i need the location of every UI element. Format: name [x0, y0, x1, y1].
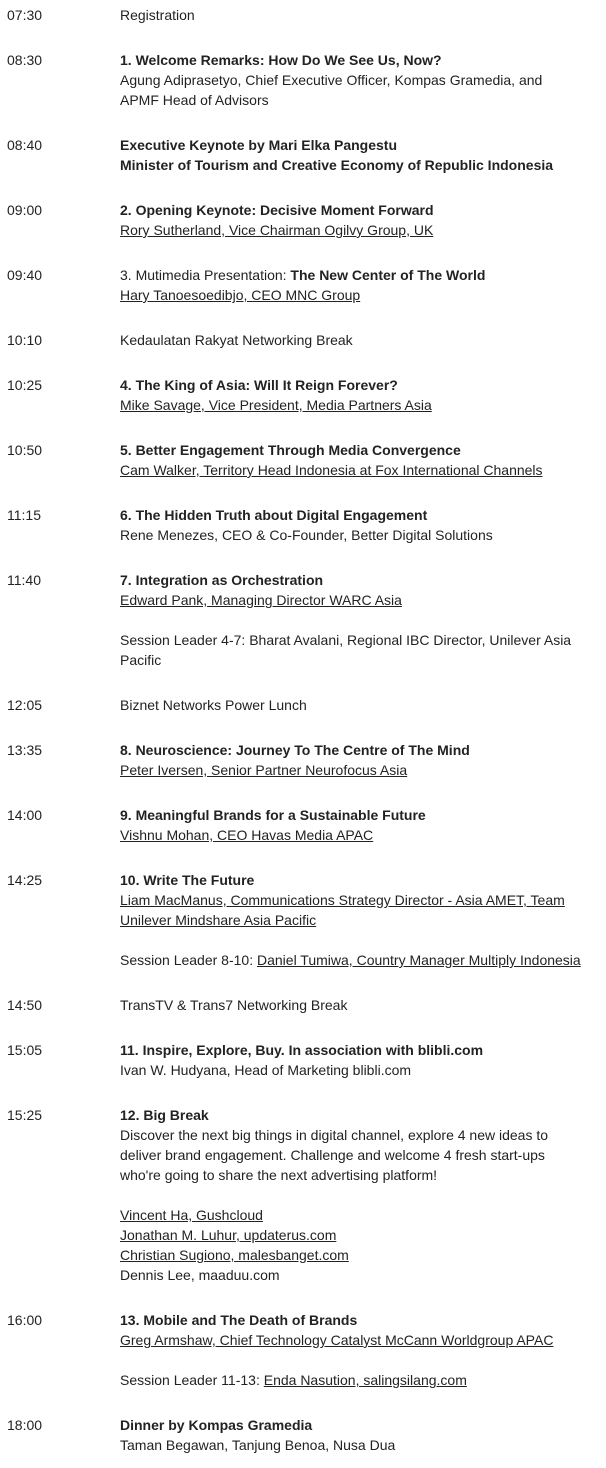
schedule-row — [0, 375, 606, 415]
speaker-link[interactable]: Edward Pank, Managing Director WARC Asia — [120, 592, 402, 608]
session-details — [120, 1415, 606, 1455]
row-spacer — [0, 240, 606, 265]
schedule-row — [0, 505, 606, 545]
row-spacer — [0, 305, 606, 330]
session-text: Pacific — [120, 652, 162, 668]
schedule-row — [0, 805, 606, 845]
session-text: Session Leader 4-7: Bharat Avalani, Regional IBC Director, Unilever Asia — [120, 632, 572, 648]
session-text: APMF Head of Advisors — [120, 92, 269, 108]
session-title: 8. Neuroscience: Journey To The Centre of The Mind — [120, 742, 470, 758]
session-title: 12. Big Break — [120, 1107, 209, 1123]
schedule-row — [0, 5, 606, 25]
session-text: 3. Mutimedia Presentation: — [120, 267, 291, 283]
session-line — [120, 265, 604, 285]
session-details — [120, 995, 606, 1015]
session-details — [120, 695, 606, 715]
time-cell: 11:15 — [7, 507, 41, 523]
session-details — [120, 505, 606, 545]
session-title: 9. Meaningful Brands for a Sustainable Future — [120, 807, 426, 823]
row-spacer — [0, 845, 606, 870]
time-cell: 08:30 — [7, 52, 43, 68]
session-details — [120, 200, 606, 240]
speaker-link[interactable]: Christian Sugiono, malesbanget.com — [120, 1247, 349, 1263]
row-spacer — [0, 480, 606, 505]
session-details — [120, 570, 606, 670]
session-details — [120, 135, 606, 175]
session-details — [120, 5, 606, 25]
speaker-link[interactable]: Greg Armshaw, Chief Technology Catalyst McCann Worldgroup APAC — [120, 1332, 554, 1348]
schedule-row — [0, 330, 606, 350]
spacer — [120, 930, 604, 950]
session-details — [120, 1040, 606, 1080]
session-text: Session Leader 8-10: — [120, 952, 257, 968]
session-text: Session Leader 11-13: — [120, 1372, 264, 1388]
session-text: Discover the next big things in digital channel, explore 4 new ideas to — [120, 1127, 549, 1143]
schedule-row — [0, 1310, 606, 1390]
spacer — [120, 1185, 604, 1205]
schedule-row — [0, 1415, 606, 1455]
speaker-link[interactable]: Vincent Ha, Gushcloud — [120, 1207, 263, 1223]
session-title: 13. Mobile and The Death of Brands — [120, 1312, 358, 1328]
row-spacer — [0, 350, 606, 375]
row-spacer — [0, 415, 606, 440]
speaker-link[interactable]: Rory Sutherland, Vice Chairman Ogilvy Group, UK — [120, 222, 434, 238]
session-details — [120, 1105, 606, 1285]
schedule-row — [0, 440, 606, 480]
schedule-row — [0, 135, 606, 175]
session-title: 10. Write The Future — [120, 872, 255, 888]
time-cell: 16:00 — [7, 1312, 43, 1328]
session-text: Ivan W. Hudyana, Head of Marketing blibli.com — [120, 1062, 412, 1078]
speaker-link[interactable]: Daniel Tumiwa, Country Manager Multiply Indonesia — [256, 952, 581, 968]
session-text: TransTV & Trans7 Networking Break — [120, 997, 348, 1013]
schedule-row — [0, 740, 606, 780]
row-spacer — [0, 1015, 606, 1040]
session-details — [120, 330, 606, 350]
row-spacer — [0, 25, 606, 50]
row-spacer — [0, 1285, 606, 1310]
time-cell: 09:40 — [7, 267, 43, 283]
session-text: Agung Adiprasetyo, Chief Executive Officer, Kompas Gramedia, and — [120, 72, 543, 88]
session-text: Rene Menezes, CEO & Co-Founder, Better Digital Solutions — [120, 527, 493, 543]
time-cell: 18:00 — [7, 1417, 43, 1433]
time-cell: 08:40 — [7, 137, 43, 153]
time-cell: 10:10 — [7, 332, 43, 348]
session-title: 4. The King of Asia: Will It Reign Forever? — [120, 377, 398, 393]
session-text: Registration — [120, 7, 195, 23]
session-text: Kedaulatan Rakyat Networking Break — [120, 332, 353, 348]
session-title: 11. Inspire, Explore, Buy. In association with blibli.com — [120, 1042, 484, 1058]
session-details — [120, 265, 606, 305]
session-line — [120, 950, 604, 970]
row-spacer — [0, 715, 606, 740]
time-cell: 10:50 — [7, 442, 43, 458]
session-line — [120, 1370, 604, 1390]
time-cell: 14:25 — [7, 872, 43, 888]
time-cell: 15:05 — [7, 1042, 43, 1058]
session-title: 1. Welcome Remarks: How Do We See Us, Now? — [120, 52, 442, 68]
session-text: Dennis Lee, maaduu.com — [120, 1267, 280, 1283]
schedule-row — [0, 1040, 606, 1080]
time-cell: 14:00 — [7, 807, 43, 823]
session-text: who're going to share the next advertising platform! — [120, 1167, 438, 1183]
row-spacer — [0, 110, 606, 135]
speaker-link[interactable]: Unilever Mindshare Asia Pacific — [120, 912, 317, 928]
time-cell: 12:05 — [7, 697, 43, 713]
session-title: The New Center of The World — [290, 267, 486, 283]
speaker-link[interactable]: Hary Tanoesoedibjo, CEO MNC Group — [120, 287, 361, 303]
session-details — [120, 805, 606, 845]
session-details — [120, 375, 606, 415]
session-details — [120, 50, 606, 110]
session-title: Dinner by Kompas Gramedia — [120, 1417, 313, 1433]
session-text: deliver brand engagement. Challenge and welcome 4 fresh start-ups — [120, 1147, 545, 1163]
schedule-row — [0, 1105, 606, 1285]
speaker-link[interactable]: Vishnu Mohan, CEO Havas Media APAC — [120, 827, 374, 843]
schedule-row — [0, 50, 606, 110]
session-details — [120, 1310, 606, 1390]
speaker-link[interactable]: Peter Iversen, Senior Partner Neurofocus Asia — [120, 762, 408, 778]
speaker-link[interactable]: Cam Walker, Territory Head Indonesia at Fox International Channels — [120, 462, 543, 478]
schedule-row — [0, 995, 606, 1015]
time-cell: 11:40 — [7, 572, 41, 588]
session-details — [120, 440, 606, 480]
speaker-link[interactable]: Jonathan M. Luhur, updaterus.com — [120, 1227, 337, 1243]
speaker-link[interactable]: Enda Nasution, salingsilang.com — [263, 1372, 467, 1388]
row-spacer — [0, 1390, 606, 1415]
session-title: 6. The Hidden Truth about Digital Engagement — [120, 507, 428, 523]
spacer — [120, 1350, 604, 1370]
time-cell: 10:25 — [7, 377, 43, 393]
speaker-link[interactable]: Liam MacManus, Communications Strategy Director - Asia AMET, Team — [120, 892, 565, 908]
session-text: Taman Begawan, Tanjung Benoa, Nusa Dua — [120, 1437, 396, 1453]
schedule-row — [0, 695, 606, 715]
row-spacer — [0, 780, 606, 805]
speaker-link[interactable]: Mike Savage, Vice President, Media Partners Asia — [120, 397, 432, 413]
schedule-row — [0, 265, 606, 305]
row-spacer — [0, 670, 606, 695]
schedule-row — [0, 200, 606, 240]
session-title: 7. Integration as Orchestration — [120, 572, 324, 588]
time-cell: 15:25 — [7, 1107, 43, 1123]
session-details — [120, 740, 606, 780]
row-spacer — [0, 970, 606, 995]
schedule-row — [0, 570, 606, 670]
row-spacer — [0, 1080, 606, 1105]
time-cell: 09:00 — [7, 202, 43, 218]
schedule-row — [0, 870, 606, 970]
session-title: Minister of Tourism and Creative Economy of Republic Indonesia — [120, 157, 554, 173]
session-text: Biznet Networks Power Lunch — [120, 697, 307, 713]
session-title: 2. Opening Keynote: Decisive Moment Forward — [120, 202, 434, 218]
spacer — [120, 610, 604, 630]
session-details — [120, 870, 606, 970]
time-cell: 07:30 — [7, 7, 43, 23]
time-cell: 14:50 — [7, 997, 43, 1013]
row-spacer — [0, 175, 606, 200]
time-cell: 13:35 — [7, 742, 43, 758]
row-spacer — [0, 545, 606, 570]
session-title: Executive Keynote by Mari Elka Pangestu — [120, 137, 397, 153]
session-title: 5. Better Engagement Through Media Convergence — [120, 442, 461, 458]
